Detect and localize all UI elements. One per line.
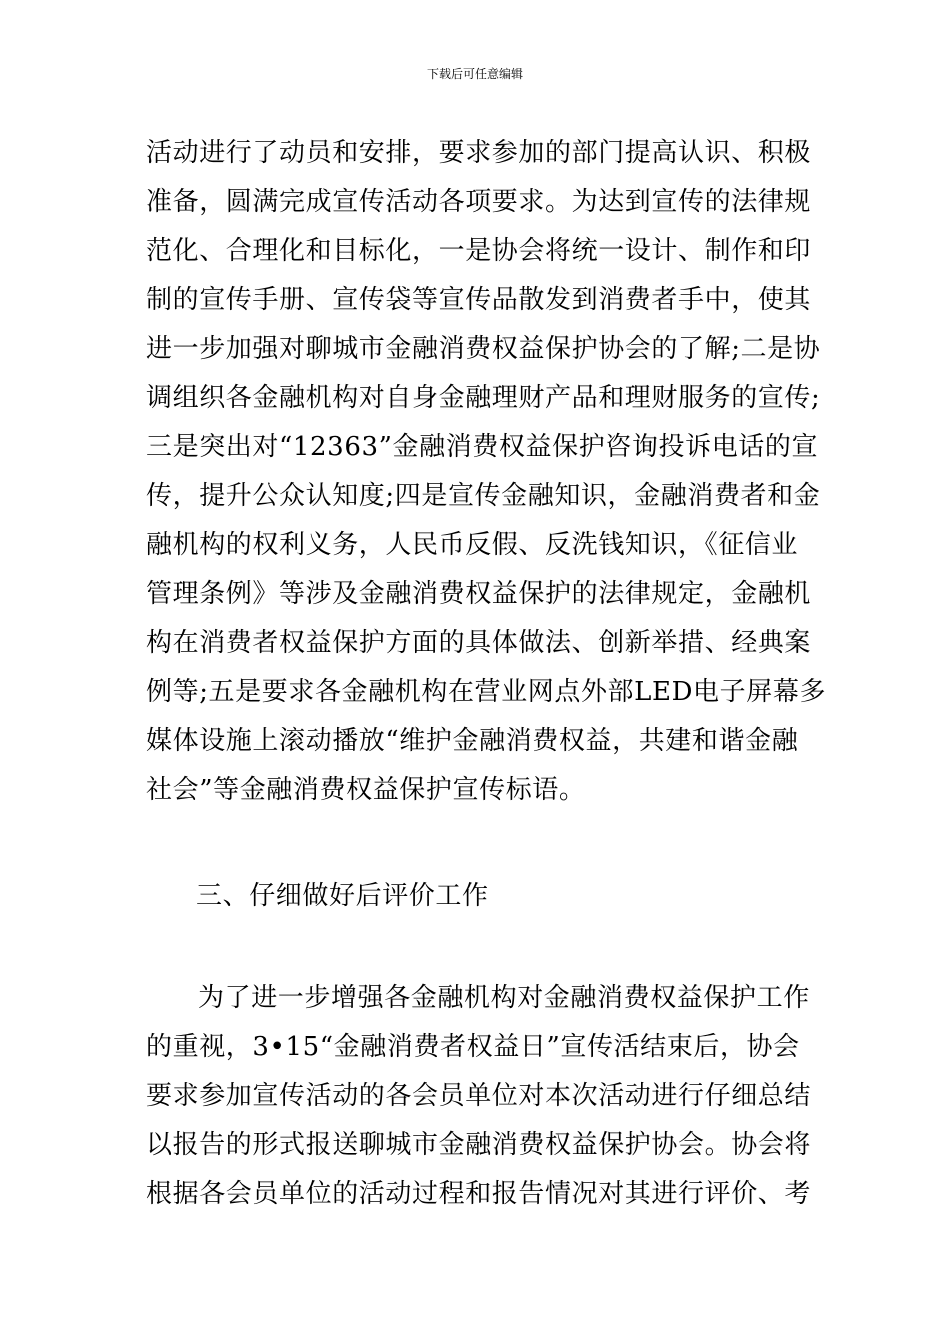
text-line: 媒体设施上滚动播放“维护金融消费权益，共建和谐金融 [146, 726, 799, 756]
page-header: 下载后可任意编辑 [426, 67, 523, 81]
text-line: 根据各会员单位的活动过程和报告情况对其进行评价、考 [146, 1179, 812, 1209]
text-line: 构在消费者权益保护方面的具体做法、创新举措、经典案 [146, 628, 812, 658]
text-line: 的重视，3•15“金融消费者权益日”宣传活结束后，协会 [146, 1032, 800, 1062]
text-line: 三是突出对“12363”金融消费权益保护咨询投诉电话的宣 [146, 432, 819, 462]
text-line: 社会”等金融消费权益保护宣传标语。 [146, 775, 586, 805]
text-line: 要求参加宣传活动的各会员单位对本次活动进行仔细总结 [146, 1081, 812, 1111]
text-line: 例等;五是要求各金融机构在营业网点外部LED电子屏幕多 [146, 677, 827, 707]
text-line: 活动进行了动员和安排，要求参加的部门提高认识、积极 [146, 138, 812, 168]
text-line: 准备，圆满完成宣传活动各项要求。为达到宣传的法律规 [146, 187, 812, 217]
text-line: 为了进一步增强各金融机构对金融消费权益保护工作 [198, 983, 810, 1013]
text-line: 以报告的形式报送聊城市金融消费权益保护协会。协会将 [146, 1130, 812, 1160]
text-line: 传，提升公众认知度;四是宣传金融知识，金融消费者和金 [146, 481, 821, 511]
section-heading: 三、仔细做好后评价工作 [196, 881, 489, 911]
text-line: 范化、合理化和目标化，一是协会将统一设计、制作和印 [146, 236, 812, 266]
text-line: 融机构的权利义务，人民币反假、反洗钱知识，《征信业 [146, 530, 799, 560]
text-line: 进一步加强对聊城市金融消费权益保护协会的了解;二是协 [146, 334, 821, 364]
text-line: 管理条例》等涉及金融消费权益保护的法律规定，金融机 [146, 579, 812, 609]
text-line: 制的宣传手册、宣传袋等宣传品散发到消费者手中，使其 [146, 285, 812, 315]
text-line: 调组织各金融机构对自身金融理财产品和理财服务的宣传; [146, 383, 821, 413]
